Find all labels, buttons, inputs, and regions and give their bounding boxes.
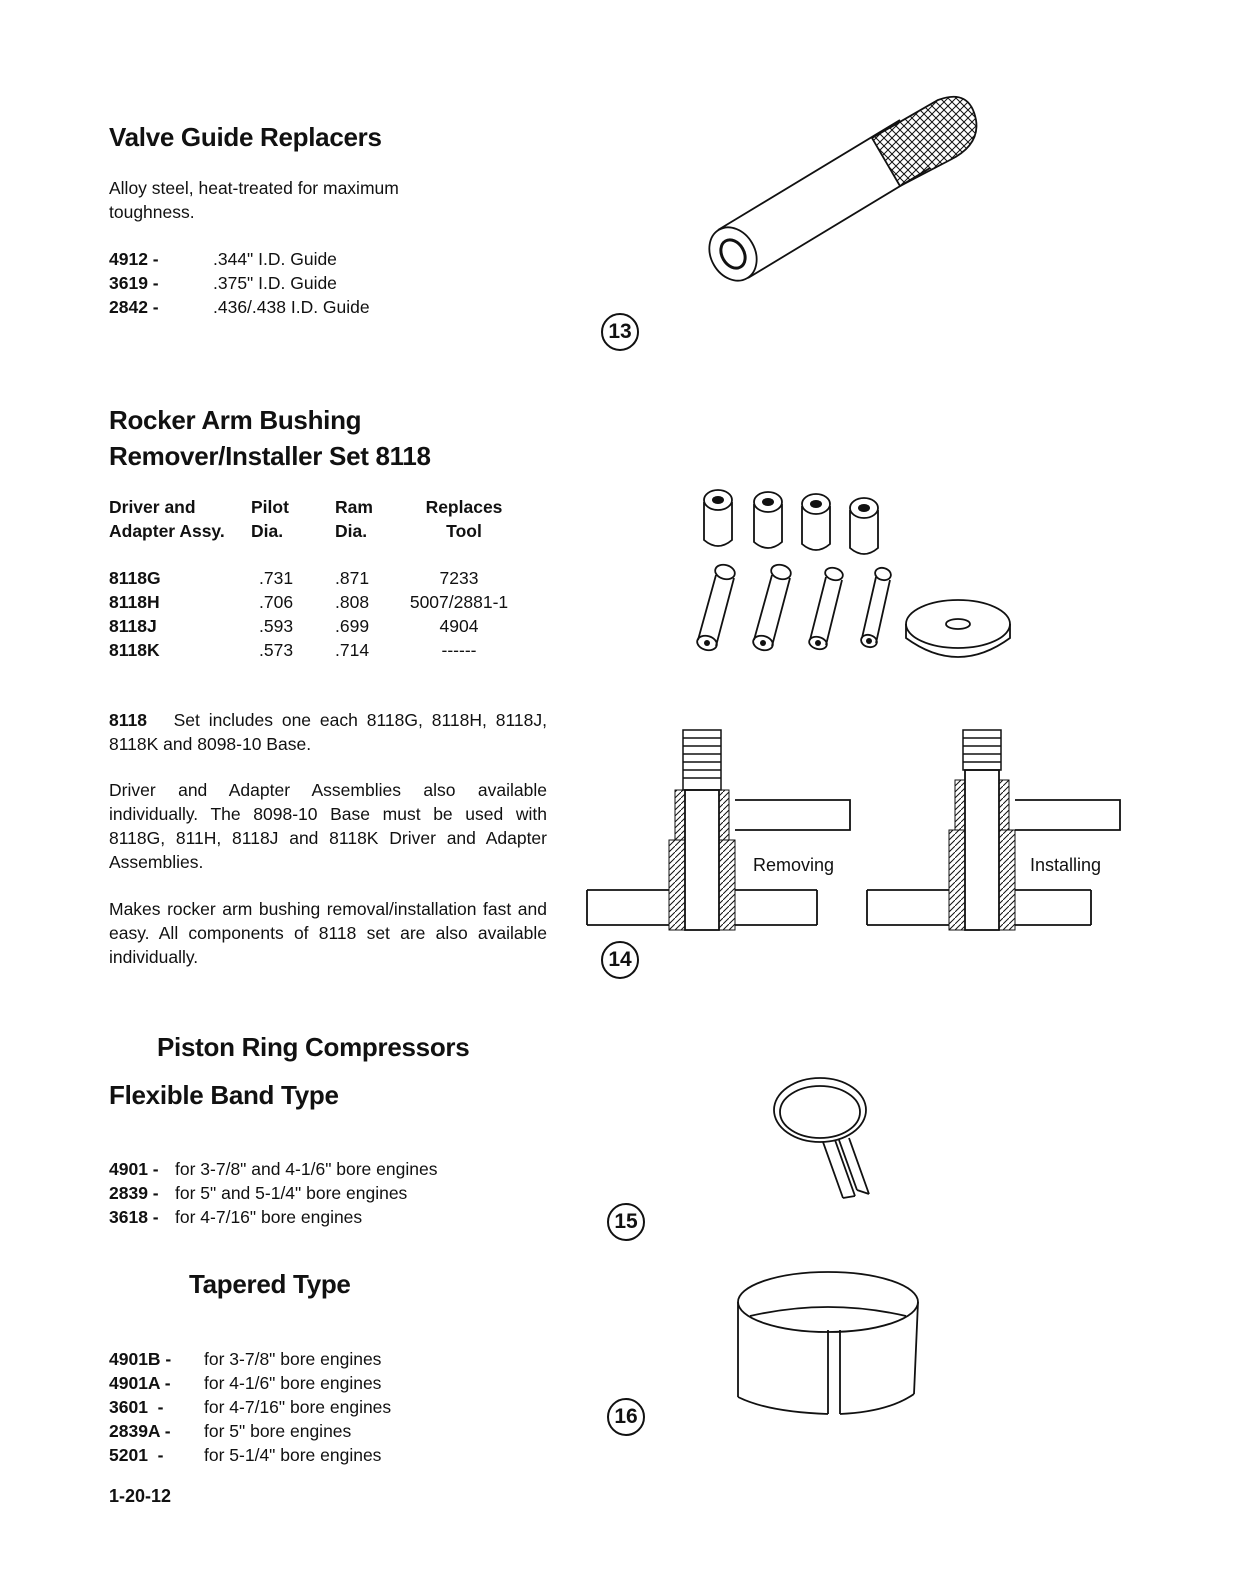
valve-guide-replacer-illustration — [700, 90, 990, 290]
table-row: 8118J .593 .699 4904 — [109, 616, 479, 636]
flexible-band-compressor-illustration — [765, 1070, 885, 1205]
figure-number-14: 14 — [601, 941, 639, 979]
removing-installing-diagram — [585, 720, 1125, 940]
tapered-title: Tapered Type — [189, 1269, 351, 1299]
flexible-band-title: Flexible Band Type — [109, 1080, 339, 1110]
figure-number-15: 15 — [607, 1203, 645, 1241]
set-includes-paragraph: 8118 Set includes one each 8118G, 8118H, 8118J, 8118K and 8098-10 Base. — [109, 710, 547, 754]
valve-guide-title: Valve Guide Replacers — [109, 122, 382, 152]
features-paragraph: Makes rocker arm bushing removal/installation fast and easy. All components of 8118 set are also available individually. — [109, 899, 547, 967]
table-row: 8118H .706 .808 5007/2881-1 — [109, 592, 509, 612]
rocker-set-components-illustration — [690, 480, 1030, 670]
removing-label: Removing — [753, 855, 835, 875]
table-row: 8118G .731 .871 7233 — [109, 568, 479, 588]
tapered-ring-compressor-illustration — [728, 1262, 928, 1427]
rocker-title-line2: Remover/Installer Set 8118 — [109, 441, 431, 471]
table-header-assy: Driver and Adapter Assy. — [109, 497, 225, 541]
figure-number-13: 13 — [601, 313, 639, 351]
installing-label: Installing — [1030, 855, 1102, 875]
table-header-replaces: Replaces Tool — [425, 497, 503, 541]
table-row: 8118K .573 .714 ------ — [109, 640, 477, 660]
table-header-ram: Ram Dia. — [335, 497, 373, 541]
piston-title: Piston Ring Compressors — [157, 1032, 470, 1062]
availability-paragraph: Driver and Adapter Assemblies also available individually. The 8098-10 Base must be used with 8118G, 811H, 8118J and 8118K Driver and Adapter Assemblies. — [109, 780, 547, 872]
figure-number-16: 16 — [607, 1398, 645, 1436]
rocker-title-line1: Rocker Arm Bushing — [109, 405, 362, 435]
valve-guide-description: Alloy steel, heat-treated for maximum toughness. — [109, 178, 399, 222]
table-header-pilot: Pilot Dia. — [251, 497, 289, 541]
page-number: 1-20-12 — [109, 1486, 172, 1506]
